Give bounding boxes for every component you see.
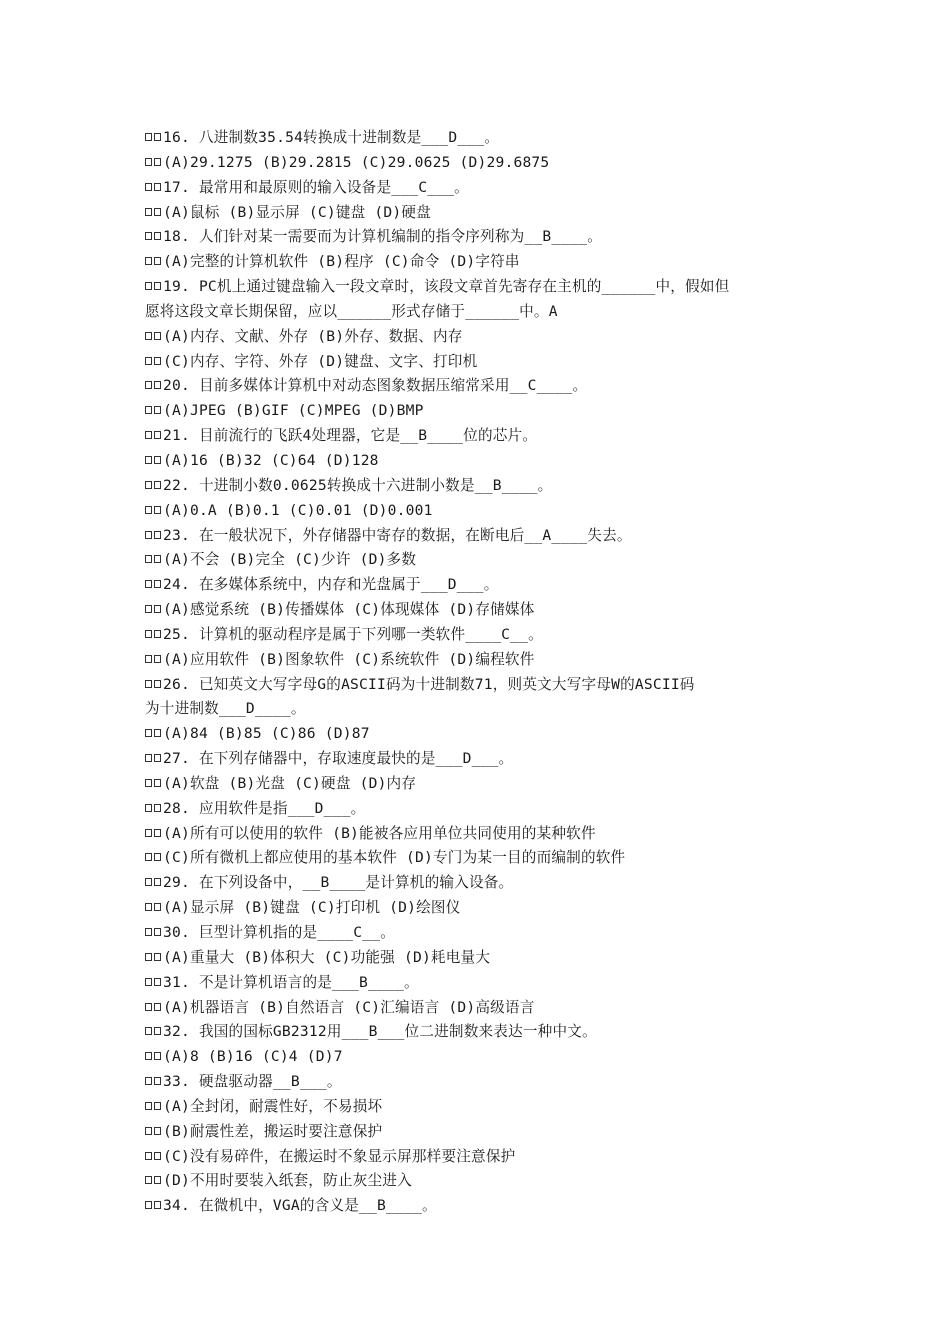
placeholder-box-icon xyxy=(154,531,161,539)
line-text: (A)内存、文献、外存 (B)外存、数据、内存 xyxy=(163,327,463,345)
placeholder-box-icon xyxy=(145,357,152,365)
text-line xyxy=(145,424,815,449)
placeholder-box-icon xyxy=(154,928,161,936)
placeholder-box-icon xyxy=(154,431,161,439)
text-line xyxy=(145,598,815,623)
placeholder-box-icon xyxy=(154,1152,161,1160)
text-line xyxy=(145,623,815,648)
text-line xyxy=(145,201,815,226)
placeholder-box-icon xyxy=(145,481,152,489)
line-text: 为十进制数___D____。 xyxy=(145,700,306,718)
placeholder-box-icon xyxy=(154,506,161,514)
text-line xyxy=(145,524,815,549)
line-text: 31. 不是计算机语言的是___B____。 xyxy=(163,973,419,991)
placeholder-box-icon xyxy=(145,630,152,638)
placeholder-box-icon xyxy=(145,1027,152,1035)
placeholder-box-icon xyxy=(154,406,161,414)
text-line xyxy=(145,449,815,474)
placeholder-box-icon xyxy=(145,381,152,389)
placeholder-box-icon xyxy=(154,978,161,986)
text-line xyxy=(145,225,815,250)
line-text: (A)应用软件 (B)图象软件 (C)系统软件 (D)编程软件 xyxy=(163,650,535,668)
line-text: (A)机器语言 (B)自然语言 (C)汇编语言 (D)高级语言 xyxy=(163,998,535,1016)
line-text: 22. 十进制小数0.0625转换成十六进制小数是__B____。 xyxy=(163,476,553,494)
line-text: (A)软盘 (B)光盘 (C)硬盘 (D)内存 xyxy=(163,774,417,792)
line-text: 17. 最常用和最原则的输入设备是___C___。 xyxy=(163,178,469,196)
text-line xyxy=(145,151,815,176)
placeholder-box-icon xyxy=(154,903,161,911)
placeholder-box-icon xyxy=(145,456,152,464)
text-line xyxy=(145,275,815,300)
line-text: 30. 巨型计算机指的是____C__。 xyxy=(163,924,395,941)
text-line xyxy=(145,921,815,946)
text-line xyxy=(145,1045,815,1070)
placeholder-box-icon xyxy=(154,208,161,216)
line-text: 33. 硬盘驱动器__B___。 xyxy=(163,1073,342,1091)
placeholder-box-icon xyxy=(145,928,152,936)
line-text: 32. 我国的国标GB2312用___B___位二进制数来表达一种中文。 xyxy=(163,1023,597,1041)
placeholder-box-icon xyxy=(145,878,152,886)
placeholder-box-icon xyxy=(154,878,161,886)
line-text: 16. 八进制数35.54转换成十进制数是___D___。 xyxy=(163,129,500,146)
placeholder-box-icon xyxy=(154,1003,161,1011)
line-text: (C)所有微机上都应使用的基本软件 (D)专门为某一目的而编制的软件 xyxy=(163,849,626,867)
question-list xyxy=(145,126,815,1219)
text-line xyxy=(145,971,815,996)
placeholder-box-icon xyxy=(145,605,152,613)
placeholder-box-icon xyxy=(154,605,161,613)
placeholder-box-icon xyxy=(145,1176,152,1184)
placeholder-box-icon xyxy=(145,183,152,191)
placeholder-box-icon xyxy=(154,804,161,812)
placeholder-box-icon xyxy=(154,332,161,340)
placeholder-box-icon xyxy=(145,680,152,688)
line-text: (B)耐震性差，搬运时要注意保护 xyxy=(163,1122,383,1140)
placeholder-box-icon xyxy=(145,431,152,439)
line-text: 21. 目前流行的飞跃4处理器，它是__B____位的芯片。 xyxy=(163,427,538,445)
placeholder-box-icon xyxy=(154,481,161,489)
placeholder-box-icon xyxy=(145,232,152,240)
line-text: (A)完整的计算机软件 (B)程序 (C)命令 (D)字符串 xyxy=(163,253,520,271)
placeholder-box-icon xyxy=(145,332,152,340)
text-line xyxy=(145,797,815,822)
placeholder-box-icon xyxy=(145,829,152,837)
placeholder-box-icon xyxy=(154,853,161,861)
placeholder-box-icon xyxy=(145,257,152,265)
text-line xyxy=(145,673,815,698)
text-line xyxy=(145,399,815,424)
line-text: (A)重量大 (B)体积大 (C)功能强 (D)耗电量大 xyxy=(163,948,491,966)
line-text: (D)不用时要装入纸套，防止灰尘进入 xyxy=(163,1172,412,1190)
placeholder-box-icon xyxy=(154,630,161,638)
line-text: 23. 在一般状况下，外存储器中寄存的数据，在断电后__A____失去。 xyxy=(163,526,632,544)
placeholder-box-icon xyxy=(145,754,152,762)
text-line xyxy=(145,1145,815,1170)
text-line xyxy=(145,350,815,375)
placeholder-box-icon xyxy=(145,978,152,986)
placeholder-box-icon xyxy=(145,953,152,961)
text-line xyxy=(145,548,815,573)
text-line xyxy=(145,697,815,722)
text-line xyxy=(145,499,815,524)
text-line xyxy=(145,722,815,747)
placeholder-box-icon xyxy=(154,1027,161,1035)
placeholder-box-icon xyxy=(145,1077,152,1085)
text-line xyxy=(145,126,815,151)
placeholder-box-icon xyxy=(154,555,161,563)
text-line xyxy=(145,896,815,921)
text-line xyxy=(145,871,815,896)
placeholder-box-icon xyxy=(145,580,152,588)
line-text: 28. 应用软件是指___D___。 xyxy=(163,799,366,817)
placeholder-box-icon xyxy=(145,853,152,861)
line-text: (A)所有可以使用的软件 (B)能被各应用单位共同使用的某种软件 xyxy=(163,824,596,842)
placeholder-box-icon xyxy=(145,1201,152,1209)
text-line xyxy=(145,176,815,201)
placeholder-box-icon xyxy=(145,655,152,663)
text-line xyxy=(145,374,815,399)
placeholder-box-icon xyxy=(145,158,152,166)
placeholder-box-icon xyxy=(154,1176,161,1184)
text-line xyxy=(145,1120,815,1145)
line-text: 29. 在下列设备中，__B____是计算机的输入设备。 xyxy=(163,874,514,892)
text-line xyxy=(145,747,815,772)
placeholder-box-icon xyxy=(154,232,161,240)
line-text: (A)不会 (B)完全 (C)少许 (D)多数 xyxy=(163,551,417,569)
placeholder-box-icon xyxy=(154,456,161,464)
placeholder-box-icon xyxy=(145,1152,152,1160)
placeholder-box-icon xyxy=(154,754,161,762)
placeholder-box-icon xyxy=(145,531,152,539)
text-line xyxy=(145,1095,815,1120)
line-text: 24. 在多媒体系统中，内存和光盘属于___D___。 xyxy=(163,576,499,594)
line-text: (A)显示屏 (B)键盘 (C)打印机 (D)绘图仪 xyxy=(163,899,461,917)
line-text: 34. 在微机中，VGA的含义是__B____。 xyxy=(163,1197,437,1215)
line-text: (A)感觉系统 (B)传播媒体 (C)体现媒体 (D)存储媒体 xyxy=(163,601,535,619)
placeholder-box-icon xyxy=(154,829,161,837)
line-text: 27. 在下列存储器中，存取速度最快的是___D___。 xyxy=(163,750,514,768)
line-text: (A)JPEG (B)GIF (C)MPEG (D)BMP xyxy=(163,402,424,420)
line-text: (A)84 (B)85 (C)86 (D)87 xyxy=(163,725,370,743)
placeholder-box-icon xyxy=(154,729,161,737)
placeholder-box-icon xyxy=(145,133,152,141)
line-text: 愿将这段文章长期保留，应以______形式存储于______中。A xyxy=(145,302,558,320)
placeholder-box-icon xyxy=(154,257,161,265)
placeholder-box-icon xyxy=(154,779,161,787)
placeholder-box-icon xyxy=(145,1127,152,1135)
line-text: (C)没有易碎件，在搬运时不象显示屏那样要注意保护 xyxy=(163,1147,516,1165)
placeholder-box-icon xyxy=(154,1127,161,1135)
placeholder-box-icon xyxy=(145,903,152,911)
placeholder-box-icon xyxy=(154,183,161,191)
text-line xyxy=(145,846,815,871)
placeholder-box-icon xyxy=(145,1052,152,1060)
placeholder-box-icon xyxy=(154,580,161,588)
line-text: (A)全封闭，耐震性好，不易损坏 xyxy=(163,1097,383,1115)
text-line xyxy=(145,946,815,971)
placeholder-box-icon xyxy=(154,1102,161,1110)
line-text: 19. PC机上通过键盘输入一段文章时，该段文章首先寄存在主机的______中，假如但 xyxy=(163,278,730,296)
line-text: (A)0.A (B)0.1 (C)0.01 (D)0.001 xyxy=(163,501,433,519)
line-text: (A)鼠标 (B)显示屏 (C)键盘 (D)硬盘 xyxy=(163,203,431,221)
placeholder-box-icon xyxy=(154,381,161,389)
placeholder-box-icon xyxy=(145,282,152,290)
placeholder-box-icon xyxy=(154,1077,161,1085)
line-text: (A)8 (B)16 (C)4 (D)7 xyxy=(163,1048,343,1066)
text-line xyxy=(145,1194,815,1219)
placeholder-box-icon xyxy=(145,1003,152,1011)
placeholder-box-icon xyxy=(154,1052,161,1060)
text-line xyxy=(145,573,815,598)
placeholder-box-icon xyxy=(145,208,152,216)
placeholder-box-icon xyxy=(145,779,152,787)
placeholder-box-icon xyxy=(145,406,152,414)
placeholder-box-icon xyxy=(145,804,152,812)
placeholder-box-icon xyxy=(154,282,161,290)
text-line xyxy=(145,1020,815,1045)
placeholder-box-icon xyxy=(145,729,152,737)
text-line xyxy=(145,1070,815,1095)
text-line xyxy=(145,300,815,325)
line-text: (C)内存、字符、外存 (D)键盘、文字、打印机 xyxy=(163,352,478,370)
text-line xyxy=(145,822,815,847)
text-line xyxy=(145,474,815,499)
line-text: (A)16 (B)32 (C)64 (D)128 xyxy=(163,451,379,469)
text-line xyxy=(145,250,815,275)
text-line xyxy=(145,996,815,1021)
placeholder-box-icon xyxy=(154,1201,161,1209)
text-line xyxy=(145,648,815,673)
text-line xyxy=(145,1169,815,1194)
placeholder-box-icon xyxy=(154,953,161,961)
placeholder-box-icon xyxy=(154,680,161,688)
line-text: (A)29.1275 (B)29.2815 (C)29.0625 (D)29.6875 xyxy=(163,153,550,171)
placeholder-box-icon xyxy=(154,158,161,166)
placeholder-box-icon xyxy=(145,506,152,514)
placeholder-box-icon xyxy=(154,655,161,663)
text-line xyxy=(145,772,815,797)
line-text: 20. 目前多媒体计算机中对动态图象数据压缩常采用__C____。 xyxy=(163,377,588,395)
line-text: 18. 人们针对某一需要而为计算机编制的指令序列称为__B____。 xyxy=(163,228,603,246)
placeholder-box-icon xyxy=(145,1102,152,1110)
line-text: 26. 已知英文大写字母G的ASCII码为十进制数71，则英文大写字母W的ASCII码 xyxy=(163,675,695,693)
placeholder-box-icon xyxy=(154,357,161,365)
placeholder-box-icon xyxy=(154,133,161,141)
placeholder-box-icon xyxy=(145,555,152,563)
text-line xyxy=(145,325,815,350)
line-text: 25. 计算机的驱动程序是属于下列哪一类软件____C__。 xyxy=(163,625,543,643)
